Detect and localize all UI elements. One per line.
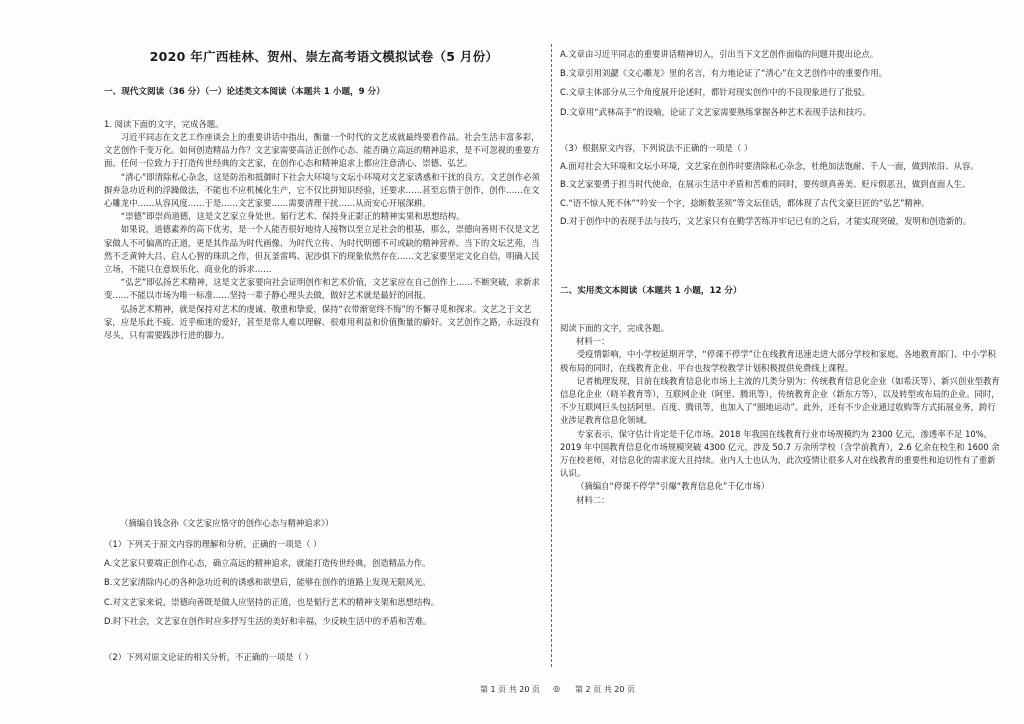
q3-option-c[interactable]: C.“语不惊人死不休”“吟安一个字，捻断数茎须”等文坛佳话，都体现了古代文豪巨匠的“弘艺”精神。 [560, 197, 930, 208]
center-binding-mark: ◎ [553, 684, 560, 693]
q3-option-b[interactable]: B.文艺家要勇于担当时代使命，在展示生活中矛盾和苦难的同时，要传颂真善美、贬斥假恶丑，做到直面人生。 [560, 179, 971, 190]
question-2-options [560, 48, 1000, 119]
q2-option-a[interactable]: A.文章由习近平同志的重要讲话精神切入，引出当下文艺创作面临的问题并提出论点。 [560, 49, 879, 59]
page-number-right: 第 2 页 共 20 页 [575, 685, 635, 694]
left-column [104, 0, 544, 680]
q2-option-c[interactable]: C.文章主体部分从三个角度展开论述时，都针对现实创作中的不良现象进行了批驳。 [560, 87, 871, 98]
article-paragraph: “清心”即清除私心杂念，这是防治和抵御时下社会大环境与文坛小环境对文艺家诱惑和干扰的良方。文艺创作必须摒弃急功近利的浮躁做法，不能也不应机械化生产，它不仅比拼知识经验，还要求……甚至忘情于创作，创作……在文心雕龙中……从容风度……于是……文艺家要……需要清理干扰……从而安心开展深耕。 [104, 171, 540, 209]
material1-paragraph: 受疫情影响，中小学校延期开学，“停课不停学”让在线教育迅速走进大部分学校和家庭。各地教育部门、中小学积极布局的同时，在线教育企业、平台也按学校教学计划积极提供免费线上课程。 [560, 349, 996, 373]
material-body [560, 322, 1000, 507]
q1-option-c[interactable]: C.对文艺家来说，崇德向善既是做人应坚持的正道，也是韬行艺术的精神支架和思想结构。 [104, 596, 440, 607]
q3-option-a[interactable]: A.面对社会大环境和文坛小环境，文艺家在创作时要清除私心杂念，杜绝加法饱耐、千人一面，做到浓沿、从容。 [560, 161, 979, 172]
question-3 [560, 142, 1000, 228]
material1-source: （摘编自“停课不停学”引爆“教育信息化”千亿市场） [576, 481, 770, 492]
reading-instruction-2: 阅读下面的文字，完成各题。 [560, 323, 669, 333]
q3-option-d[interactable]: D.对于创作中的表现手法与技巧，文艺家只有在勤学苦练并牢记已有的之后，才能实现突破，发明和创造新的。 [560, 215, 972, 226]
question-1-stem: （1）下列关于原文内容的理解和分析，正确的一项是（ ） [104, 539, 322, 549]
material1-paragraph: 专家表示，保守估计肯定是千亿市场。2018 年我国在线教育行业市场规模约为 2300 亿元，渗透率不足 10%。2019 年中国教育信息化市场规模突破 4300 亿元，涉及 50.7 万余所学校（含学前教育），2.6 亿余在校生和 1600 余万在校老师，对信息化的需求庞大且持续。业内人士也认为，此次疫情让很多人对在线教育的重要性和迫切性有了重新认识。 [560, 428, 1000, 479]
exam-title: 2020 年广西桂林、贺州、崇左高考语文模拟试卷（5 月份） [149, 49, 499, 64]
question-1 [104, 538, 544, 628]
article-paragraph: “崇德”即崇尚道德，这是文艺家立身处世、韬行艺术、保持身正影正的精神实果和思想结构。 [120, 211, 465, 222]
material1-paragraph: 记者梳理发现，目前在线教育信息化市场上主流的几类分别为：传统教育信息化企业（如希沃等），新兴创业型教育信息化企业（晓羊教育等），互联网企业（阿里、腾讯等），传统教育企业（新东方等），以及转型或布局的企业。同时，不少互联网巨头包括阿里、百度、腾讯等，也加入了“圈地运动”。此外，还有不少企业通过收购等方式拓展业务，跨行业涉足教育信息化领域。 [560, 375, 1000, 426]
section2-heading: 二、实用类文本阅读（本题共 1 小题，12 分） [560, 286, 742, 296]
question-2-stem: （2）下列对原文论证的相关分析，不正确的一项是（ ） [104, 652, 313, 662]
section1-heading: 一、现代文阅读（36 分）（一）论述类文本阅读（本题共 1 小题，9 分） [104, 87, 385, 97]
article-source: （摘编自钱念孙《文艺家应恪守的创作心态与精神追求》） [120, 518, 334, 528]
q1-option-a[interactable]: A.文艺家只要端正创作心态，确立高远的精神追求，就能打造传世经典，创造精品力作。 [104, 558, 431, 569]
material2-label: 材料二： [576, 494, 610, 505]
q2-option-d[interactable]: D.文章用“武林高手”的设喻，论证了文艺家需要熟练掌握各种艺术表现手法和技巧。 [560, 106, 871, 117]
article-paragraph: “弘艺”即弘扬艺术精神，这是文艺家要向社会证明创作和艺术价值，文艺家应在自己创作上……不断突破，求新求变……不能以市场为唯一标准……坚持一辈子静心埋头去做，做好艺术就是最好的回报。 [104, 277, 540, 301]
q1-option-b[interactable]: B.文艺家清除内心的各种急功近利的诱惑和欲望后，能够在创作的道路上发现无限风光。 [104, 577, 431, 588]
page-number-left: 第 1 页 共 20 页 [480, 685, 540, 694]
question-3-stem: （3）根据原文内容，下列说法不正确的一项是（ ） [560, 143, 753, 153]
q1-option-d[interactable]: D.时下社会，文艺家在创作时应多抒写生活的美好和幸福，少反映生活中的矛盾和苦难。 [104, 615, 432, 626]
column-divider [551, 44, 552, 667]
article-paragraph: 习近平同志在文艺工作座谈会上的重要讲话中指出，衡量一个时代的文艺成就最终要看作品。社会生活丰富多彩，文艺创作千变万化。如何创造精品力作？文艺家需要高洁正创作心态、能否确立高远的精神追求，是不可忽视的重要方面。任何一位致力于打造传世经典的文艺家，在创作心态和精神追求上都应注意清心、崇德、弘艺。 [104, 132, 540, 169]
article-paragraph: 弘扬艺术精神，就是保持对艺术的虔诚、敬重和挚爱，保持“衣带渐宽终不悔”的不懈寻觅和探求。文艺之于文艺家，应是乐此不疲、近乎痴迷的爱好，甚至是常人难以理解、很难用利益和价值衡量的癖好。文艺创作之路，永远没有尽头，只有需要践涉行进的脚力。 [104, 303, 540, 341]
right-column [560, 0, 1000, 680]
q2-option-b[interactable]: B.文章引用刘勰《文心雕龙》里的名言，有力地论证了“清心”在文艺创作中的重要作用。 [560, 68, 887, 79]
material1-label: 材料一： [576, 336, 610, 347]
article-body [104, 131, 544, 342]
reading-instruction: 1. 阅读下面的文字，完成各题。 [104, 119, 224, 129]
article-paragraph: 如果说，道德素养的高下优劣，是一个人能否很好地待人接物以至立足社会的根基，那么，崇德向善则不仅是文艺家做人不可偏离的正道，更是其作品为时代画像、为时代立传、为时代明德不可或缺的精神营养。当下的文坛艺苑，当然不乏黄钟大吕、启人心智的珠玑之作，但瓦釜雷鸣、泥沙俱下的现象依然存在……文艺家要坚定文化自信，明确人民立场，不能只在意娱乐化、商业化的诉求…… [104, 224, 540, 275]
